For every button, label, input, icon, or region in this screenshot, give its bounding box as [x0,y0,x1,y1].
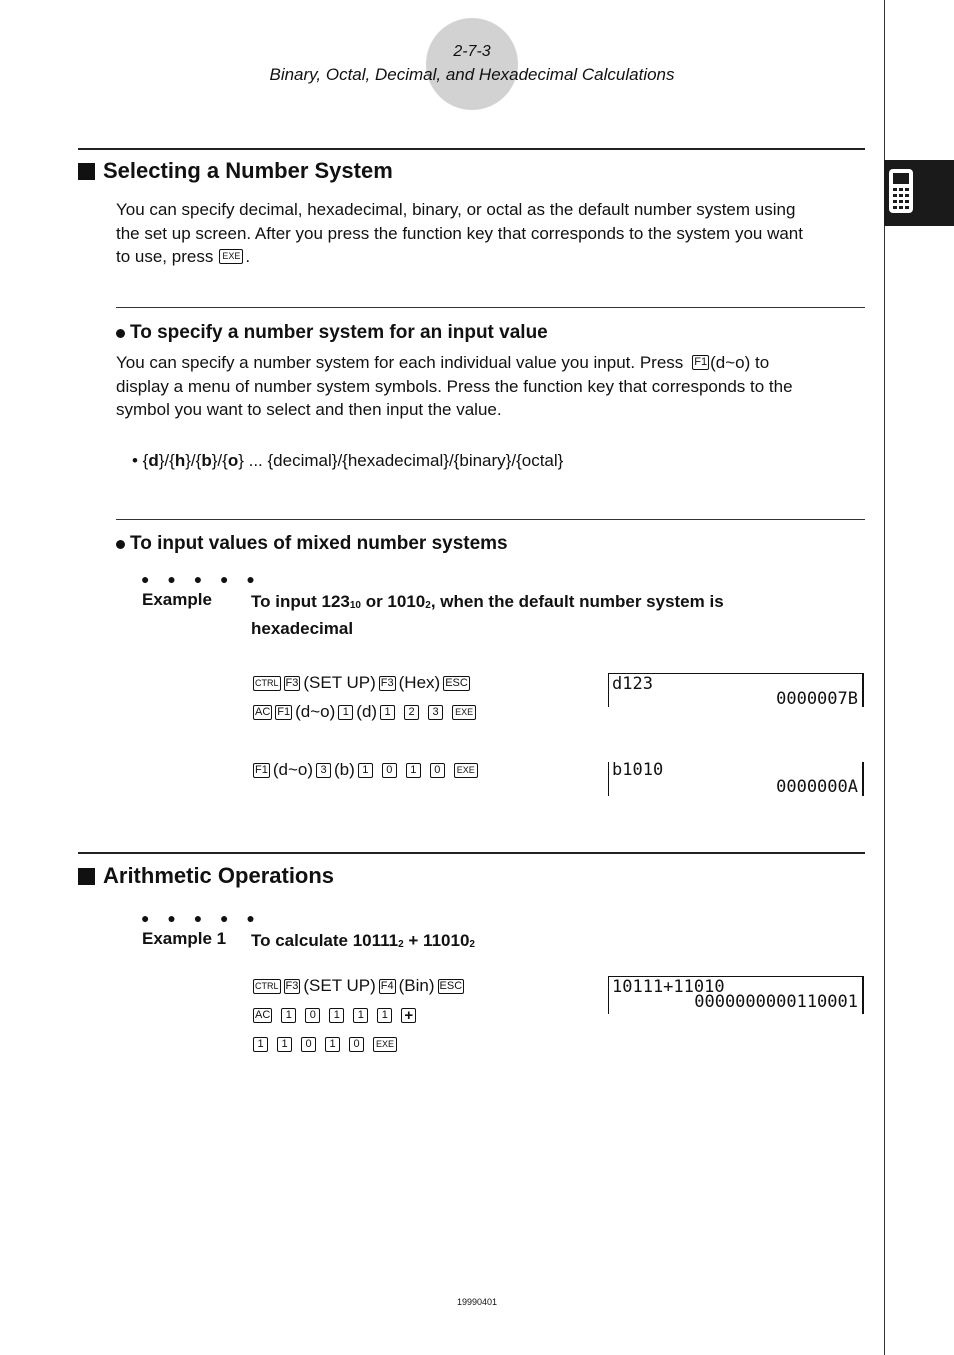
digit-key: 2 [404,705,419,720]
key-sequence [253,700,479,724]
round-bullet-icon [116,540,125,549]
subsection-heading [116,533,508,555]
key-sequence [253,758,481,782]
key-label: (d) [356,702,378,721]
example-text-part: , when the default number system is [430,592,724,611]
exe-key: EXE [219,249,243,264]
subscript: 2 [398,939,404,950]
plus-key: + [401,1008,416,1023]
example-label: Example 1 [142,929,227,948]
f1-key: F1 [277,706,291,718]
exe-key: EXE [452,705,476,720]
digit-key: 0 [382,763,397,778]
subsection-paragraph [116,351,876,422]
symbol-b: b [201,451,212,470]
page-number-circle [426,18,518,110]
subscript: 10 [349,600,361,611]
f4-key: F4 [380,980,394,992]
section-title: Selecting a Number System [103,158,393,183]
paragraph-line: the set up screen. After you press the function key that corresponds to the system you want [116,223,803,243]
digit-key: 1 [338,705,353,720]
ctrl-key: CTRL [253,979,281,994]
key-label: (b) [334,760,355,779]
subscript: 2 [425,600,431,611]
key-label: (Bin) [398,976,435,995]
esc-key: ESC [439,980,463,992]
calculator-display [608,976,864,1014]
chapter-title: Binary, Octal, Decimal, and Hexadecimal Calculations [269,65,675,84]
subsection-rule [116,519,865,520]
subscript: 2 [469,939,475,950]
key-sequence [253,974,467,998]
key-label: (SET UP) [303,976,376,995]
symbol-description: ... {decimal}/{hexadecimal}/{binary}/{octal} [243,451,564,470]
example-label: Example [142,590,212,609]
subsection-title: To specify a number system for an input value [130,322,548,343]
example-text-part: or 1010 [360,592,426,611]
paragraph-line: You can specify decimal, hexadecimal, binary, or octal as the default number system using [116,200,796,219]
exe-key: EXE [454,763,478,778]
paragraph-line [116,351,876,375]
section-paragraph [116,198,876,269]
example-text [251,590,811,640]
digit-key: 0 [349,1037,364,1052]
digit-key: 1 [377,1008,392,1023]
digit-key: 0 [305,1008,320,1023]
digit-key: 1 [329,1008,344,1023]
section-title: Arithmetic Operations [103,863,335,888]
square-bullet-icon [78,868,95,885]
digit-key: 1 [325,1037,340,1052]
digit-key: 1 [253,1037,268,1052]
round-bullet-icon [116,329,125,338]
paragraph-text: You can specify a number system for each individual value you input. Press [116,353,684,372]
f3-key: F3 [285,677,299,689]
digit-key: 1 [277,1037,292,1052]
f3-key: F3 [380,677,394,689]
paragraph-text: to use, press [116,247,214,266]
section-heading [78,158,393,184]
key-label: (d~o) [272,760,314,779]
key-label: (Hex) [398,673,441,692]
example-text-part: To input 123 [251,592,350,611]
symbol-o: o [227,451,239,470]
example-dots: ● ● ● ● ● [141,910,262,926]
display-result: 0000000000110001 [694,992,858,1012]
section-heading [78,863,334,889]
digit-key: 1 [358,763,373,778]
display-result: 0000007B [776,689,858,709]
symbol-list-item: • {d}/{h}/{b}/{o} ... {decimal}/{hexadecimal}/{binary}/{octal} [132,451,564,470]
paragraph-text: . [245,247,251,266]
paragraph-line: display a menu of number system symbols. Press the function key that corresponds to the [116,376,793,396]
footer-code: 19990401 [456,1297,498,1307]
ac-key: AC [255,706,271,718]
key-label: (SET UP) [303,673,376,692]
display-input: d123 [612,674,653,694]
key-label: (d~o) [295,702,336,721]
paragraph-text: (d~o) to [710,353,770,372]
f3-key: F3 [285,980,299,992]
paragraph-line [116,245,876,269]
section-rule [78,148,865,150]
digit-key: 1 [281,1008,296,1023]
digit-key: 0 [301,1037,316,1052]
example-text-part: To calculate 10111 [251,931,399,950]
list-bullet: • [132,451,138,470]
calculator-icon [888,168,914,214]
esc-key: ESC [445,677,468,689]
calculator-display [608,673,864,707]
display-input: b1010 [612,760,664,780]
example-text [251,929,475,956]
example-text-part: hexadecimal [251,619,354,638]
digit-key: 3 [316,763,331,778]
symbol-d: d [148,451,159,470]
subsection-rule [116,307,865,308]
ac-key: AC [255,1009,271,1021]
example-dots: ● ● ● ● ● [141,571,262,587]
display-result: 0000000A [776,777,858,797]
calculator-display [608,762,864,796]
ctrl-key: CTRL [253,676,281,691]
display-input: 10111+11010 [612,977,725,997]
digit-key: 3 [428,705,443,720]
f1-key: F1 [255,764,268,776]
exe-key: EXE [373,1037,397,1052]
digit-key: 0 [430,763,445,778]
page-number: 2-7-3 [453,43,491,60]
symbol-h: h [174,451,186,470]
subsection-title: To input values of mixed number systems [130,533,508,554]
digit-key: 1 [406,763,421,778]
section-rule [78,852,865,854]
key-sequence [253,1003,419,1027]
digit-key: 1 [380,705,395,720]
paragraph-line: symbol you want to select and then input the value. [116,400,502,419]
subsection-heading [116,322,548,344]
digit-key: 1 [353,1008,368,1023]
f1-key: F1 [692,355,709,370]
example-text-part: + 11010 [403,931,470,950]
key-sequence [253,671,473,695]
key-sequence [253,1032,400,1056]
square-bullet-icon [78,163,95,180]
